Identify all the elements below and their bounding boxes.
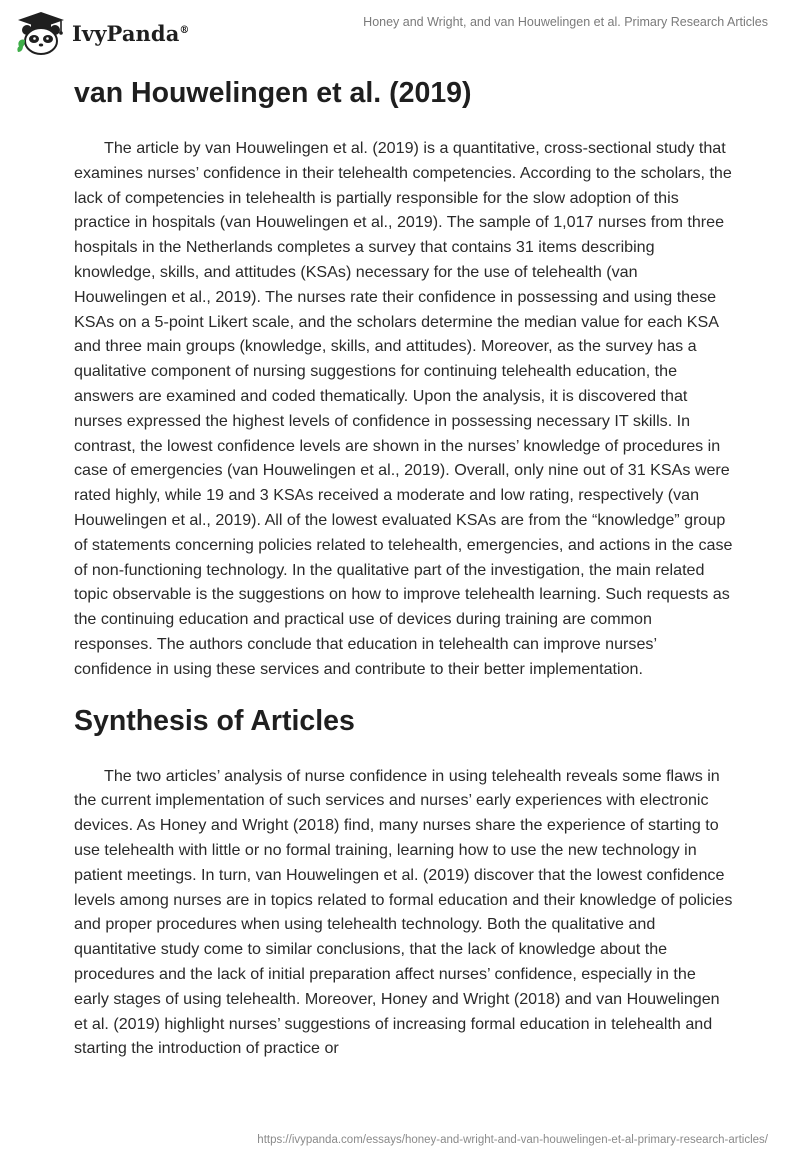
brand-name-text: IvyPanda xyxy=(72,20,180,46)
document-title: Honey and Wright, and van Houwelingen et al. Primary Research Articles xyxy=(363,15,768,29)
section-paragraph-van-houwelingen: The article by van Houwelingen et al. (2019) is a quantitative, cross-sectional study that examines nurses’ confidence in their telehealth competencies. According to the scholars, the lack of competencies in telehealth is partially responsible for the slow adoption of this practice in hospitals (van Houwelingen et al., 2019). The sample of 1,017 nurses from three hospitals in the Netherlands completes a survey that contains 31 items describing knowledge, skills, and attitudes (KSAs) necessary for the use of telehealth (van Houwelingen et al., 2019). The nurses rate their confidence in possessing and using these KSAs on a 5-point Likert scale, and the scholars determine the median value for each KSA and three main groups (knowledge, skills, and attitudes). Moreover, as the survey has a qualitative component of nursing suggestions for continuing telehealth education, the answers are examined and coded thematically. Upon the analysis, it is discovered that nurses expressed the highest levels of confidence in possessing necessary IT skills. In contrast, the lowest confidence levels are shown in the nurses’ knowledge of procedures in case of emergencies (van Houwelingen et al., 2019). Overall, only nine out of 31 KSAs were rated highly, while 19 and 3 KSAs received a moderate and low rating, respectively (van Houwelingen et al., 2019). All of the lowest evaluated KSAs are from the “knowledge” group of statements concerning policies related to telehealth, emergencies, and actions in the case of non-functioning technology. In the qualitative part of the investigation, the main related topic observable is the suggestions on how to improve telehealth learning. Such requests as the continuing education and practical use of devices during training are common responses. The authors conclude that education in telehealth can improve nurses’ confidence in using these services and contribute to their better implementation. xyxy=(74,139,733,678)
registered-mark: ® xyxy=(179,24,190,36)
section-paragraph-synthesis: The two articles’ analysis of nurse confidence in using telehealth reveals some flaws in the current implementation of such services and nurses’ early experiences with electronic devices. As Honey and Wright (2018) find, many nurses share the experience of starting to use telehealth with little or no formal training, learning how to use the new technology in patient meetings. In turn, van Houwelingen et al. (2019) discover that the lowest confidence levels among nurses are in topics related to formal education and their knowledge of policies and proper procedures when using telehealth technology. Both the qualitative and quantitative study come to similar conclusions, that the lack of knowledge about the procedures and the lack of initial preparation affect nurses’ confidence, especially in the early stages of using telehealth. Moreover, Honey and Wright (2018) and van Houwelingen et al. (2019) highlight nurses’ suggestions of increasing formal education in telehealth and starting the introduction of practice or xyxy=(74,766,733,1058)
essay-content xyxy=(74,74,734,1061)
page-header xyxy=(0,0,800,64)
ivypanda-logo[interactable] xyxy=(14,10,190,56)
section-heading-van-houwelingen: van Houwelingen et al. (2019) xyxy=(74,77,472,109)
panda-graduate-icon xyxy=(14,10,68,56)
section-heading-synthesis: Synthesis of Articles xyxy=(74,704,355,737)
brand-name xyxy=(72,21,190,46)
source-url[interactable]: https://ivypanda.com/essays/honey-and-wright-and-van-houwelingen-et-al-primary-research-articles/ xyxy=(257,1134,768,1146)
